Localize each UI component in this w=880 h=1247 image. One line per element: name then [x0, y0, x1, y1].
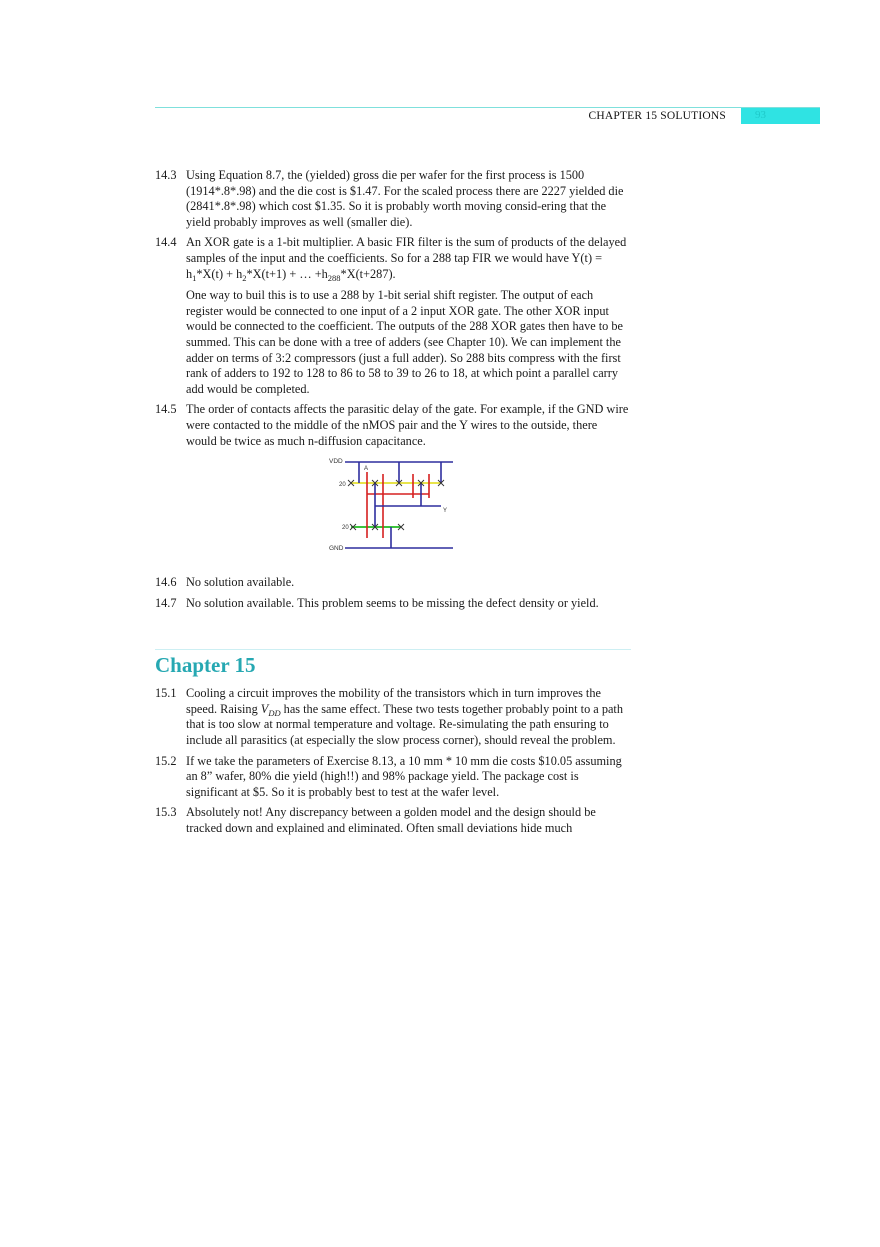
solution-number: 15.2: [155, 753, 177, 768]
solution-text: No solution available.: [186, 575, 295, 590]
solution-text: An XOR gate is a 1-bit multiplier. A basic FIR filter is the sum of products of the delayed samples of the input and the coefficients. So for a 288 tap FIR we would have $Y(t) = h_1*X(t) + h_2*X(t+1)$ + … $+h_{288}*X(t+287)$.: [186, 235, 627, 283]
a-label: A: [364, 466, 369, 473]
solution-text: If we take the parameters of Exercise 8.13, a 10 mm * 10 mm die costs $10.05 assuming an 8” wafer, 80% die yield (high!!) and 98% package yield. The package cost is significant at $5. So it is probably best to test at the wafer level.: [186, 753, 622, 799]
solution-text: No solution available. This problem seems to be missing the defect density or yield.: [186, 595, 599, 610]
header-rule: [155, 107, 820, 108]
page-number: 93: [755, 109, 766, 121]
chapter-rule: [155, 649, 631, 650]
vdd-label: VDD: [329, 458, 343, 466]
solution-14-6: [155, 575, 631, 591]
width-top-label: 20: [339, 482, 346, 489]
solution-number: 14.5: [155, 402, 177, 417]
page-number-tab: [741, 108, 820, 124]
solution-number: 15.1: [155, 686, 177, 701]
y-label: Y: [443, 508, 448, 515]
solution-14-7: [155, 596, 631, 612]
solution-text: Absolutely not! Any discrepancy between a golden model and the design should be tracked down and explained and eliminated. Often small deviations hide much: [186, 805, 596, 836]
solution-15-3: [155, 805, 631, 836]
gnd-label: GND: [329, 545, 344, 553]
solution-number: 14.3: [155, 168, 177, 182]
solution-14-4: [155, 235, 631, 397]
solution-number: 14.7: [155, 595, 177, 610]
solution-14-3: [155, 168, 631, 230]
page-content: [155, 168, 631, 842]
solution-number: 15.3: [155, 805, 177, 820]
solution-15-2: [155, 754, 631, 801]
solution-number: 14.6: [155, 575, 177, 590]
solution-text: Cooling a circuit improves the mobility of the transistors which in turn improves the speed. Raising $V_{DD}$ has the same effect. These two tests together probably point to a path that is too slow at normal temperature and voltage. Re-simulating the path ensuring to include all parasitics (at especially the slow process corner), should reveal the problem.: [186, 686, 623, 748]
solution-text: Using Equation 8.7, the (yielded) gross die per wafer for the first process is 1500 (1914*.8*.98) and the die cost is $1.47. For the scaled process there are 2227 yielded die (2841*.8*.98) which cost $1.35. So it is probably worth moving consid-ering that the yield probably improves as well (smaller die).: [186, 168, 624, 229]
chapter-heading: Chapter 15: [155, 653, 256, 678]
solution-number: 14.4: [155, 235, 177, 250]
layout-diagram: [155, 454, 631, 569]
solution-text: One way to buil this is to use a 288 by 1-bit serial shift register. The output of each register would be connected to one input of a 2 input XOR gate. The other XOR input would be connected to the coefficient. The outputs of the 288 XOR gates then have to be summed. This can be done with a tree of adders (see Chapter 10). We can implement the adder on terms of 3:2 compressors (just a full adder). So 288 bits compress with the first rank of adders to 192 to 128 to 86 to 58 to 39 to 26 to 18, at which point a parallel carry add would be completed.: [186, 288, 623, 396]
solution-15-1: [155, 686, 631, 748]
solution-text: The order of contacts affects the parasitic delay of the gate. For example, if the GND wire were contacted to the middle of the nMOS pair and the Y wires to the outside, there would be twice as much n-diffusion capacitance.: [186, 402, 629, 448]
running-header: CHAPTER 15 SOLUTIONS: [588, 110, 726, 122]
width-bottom-label: 20: [342, 525, 349, 532]
stick-diagram: [325, 454, 475, 566]
solution-14-5: [155, 402, 631, 449]
